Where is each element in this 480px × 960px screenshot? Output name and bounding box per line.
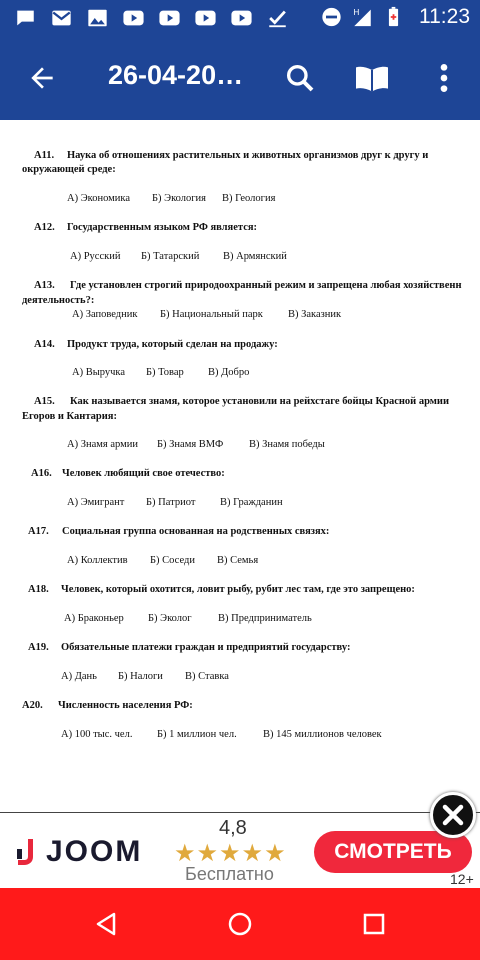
answer-option: Б) Налоги xyxy=(118,671,163,682)
question-text: Государственным языком РФ является: xyxy=(67,222,258,233)
answer-option: А) Браконьер xyxy=(64,613,124,624)
answer-option: Б) Соседи xyxy=(150,555,195,566)
ad-rating: 4,8 xyxy=(219,817,247,839)
check-icon xyxy=(266,7,289,29)
image-icon xyxy=(86,7,109,29)
question-label: А13. xyxy=(34,280,55,291)
question-text: Наука об отношениях растительных и животных организмов друг к другу и xyxy=(67,150,429,161)
signal-icon xyxy=(351,6,374,28)
ad-watch-button[interactable]: СМОТРЕТЬ xyxy=(314,831,472,873)
answer-option: В) Геология xyxy=(222,193,276,204)
answer-option: В) Армянский xyxy=(223,251,287,262)
nav-home-icon[interactable] xyxy=(224,908,256,940)
close-ad-icon[interactable] xyxy=(430,792,476,838)
youtube-icon xyxy=(230,7,253,29)
youtube-icon xyxy=(158,7,181,29)
answer-option: В) Предприниматель xyxy=(218,613,312,624)
answer-option: А) Дань xyxy=(61,671,97,682)
question-label: А16. xyxy=(31,468,52,479)
question-text-cont: Егоров и Кантария: xyxy=(22,411,117,422)
question-text: Человек любящий свое отечество: xyxy=(62,468,225,479)
clock: 11:23 xyxy=(419,5,470,28)
document-title: 26-04-20… xyxy=(108,60,244,90)
question-label: А18. xyxy=(28,584,49,595)
question-label: А19. xyxy=(28,642,49,653)
answer-option: В) Знамя победы xyxy=(249,439,325,450)
svg-text:H: H xyxy=(353,8,360,18)
question-text: Продукт труда, который сделан на продажу: xyxy=(67,339,278,350)
document-page[interactable] xyxy=(0,120,480,810)
nav-recents-icon[interactable] xyxy=(358,908,390,940)
question-text: Как называется знамя, которое установили на рейхстаге бойцы Красной армии xyxy=(70,396,450,407)
answer-option: Б) Экология xyxy=(152,193,207,204)
ad-banner[interactable] xyxy=(0,812,480,888)
question-label: А20. xyxy=(22,700,43,711)
question-text: Численность населения РФ: xyxy=(58,700,193,711)
answer-option: В) Заказник xyxy=(288,309,342,320)
ad-brand-name: JOOM xyxy=(46,835,143,868)
question-text: Социальная группа основанная на родственных связях: xyxy=(62,526,330,537)
question-text-cont: деятельность?: xyxy=(22,295,95,306)
question-text: Человек, который охотится, ловит рыбу, рубит лес там, где это запрещено: xyxy=(61,584,415,595)
youtube-icon xyxy=(122,7,145,29)
answer-option: Б) Товар xyxy=(146,367,184,378)
question-label: А17. xyxy=(28,526,49,537)
question-text-cont: окружающей среде: xyxy=(22,164,116,175)
status-bar xyxy=(0,0,480,36)
answer-option: В) 145 миллионов человек xyxy=(263,729,382,740)
book-icon[interactable] xyxy=(353,62,391,94)
ad-logo xyxy=(14,835,142,869)
chat-icon xyxy=(14,7,37,29)
answer-option: Б) 1 миллион чел. xyxy=(157,729,237,740)
answer-option: А) Экономика xyxy=(67,193,130,204)
do-not-disturb-icon xyxy=(320,6,343,28)
ad-subtitle: Бесплатно xyxy=(185,864,274,884)
answer-option: Б) Татарский xyxy=(141,251,200,262)
answer-option: А) 100 тыс. чел. xyxy=(61,729,133,740)
answer-option: В) Семья xyxy=(217,555,259,566)
back-arrow-icon[interactable] xyxy=(26,62,58,94)
answer-option: Б) Национальный парк xyxy=(160,309,263,320)
answer-option: А) Выручка xyxy=(72,367,126,378)
answer-option: В) Ставка xyxy=(185,671,229,682)
answer-option: А) Коллектив xyxy=(67,555,128,566)
search-icon[interactable] xyxy=(284,62,316,94)
answer-option: А) Заповедник xyxy=(72,309,138,320)
rating-stars: ★★★★★ xyxy=(174,840,287,867)
battery-icon xyxy=(382,6,405,28)
answer-option: А) Эмигрант xyxy=(67,497,125,508)
gmail-icon xyxy=(50,7,73,29)
joom-logo-icon xyxy=(14,837,36,867)
answer-option: Б) Знамя ВМФ xyxy=(157,439,224,450)
answer-option: А) Знамя армии xyxy=(67,439,138,450)
app-toolbar xyxy=(0,36,480,120)
nav-back-icon[interactable] xyxy=(90,908,122,940)
answer-option: Б) Патриот xyxy=(146,497,196,508)
answer-option: Б) Эколог xyxy=(148,613,192,624)
age-rating: 12+ xyxy=(450,871,474,887)
system-nav-bar xyxy=(0,888,480,960)
youtube-icon xyxy=(194,7,217,29)
answer-option: В) Гражданин xyxy=(220,497,283,508)
answer-option: А) Русский xyxy=(70,251,121,262)
question-text: Обязательные платежи граждан и предприятий государству: xyxy=(61,642,351,653)
question-label: А14. xyxy=(34,339,55,350)
question-label: А11. xyxy=(34,150,55,161)
more-vert-icon[interactable] xyxy=(436,62,452,94)
question-text: Где установлен строгий природоохранный режим и запрещена любая хозяйственн xyxy=(70,280,462,291)
question-label: А15. xyxy=(34,396,55,407)
answer-option: В) Добро xyxy=(208,367,250,378)
question-label: А12. xyxy=(34,222,55,233)
